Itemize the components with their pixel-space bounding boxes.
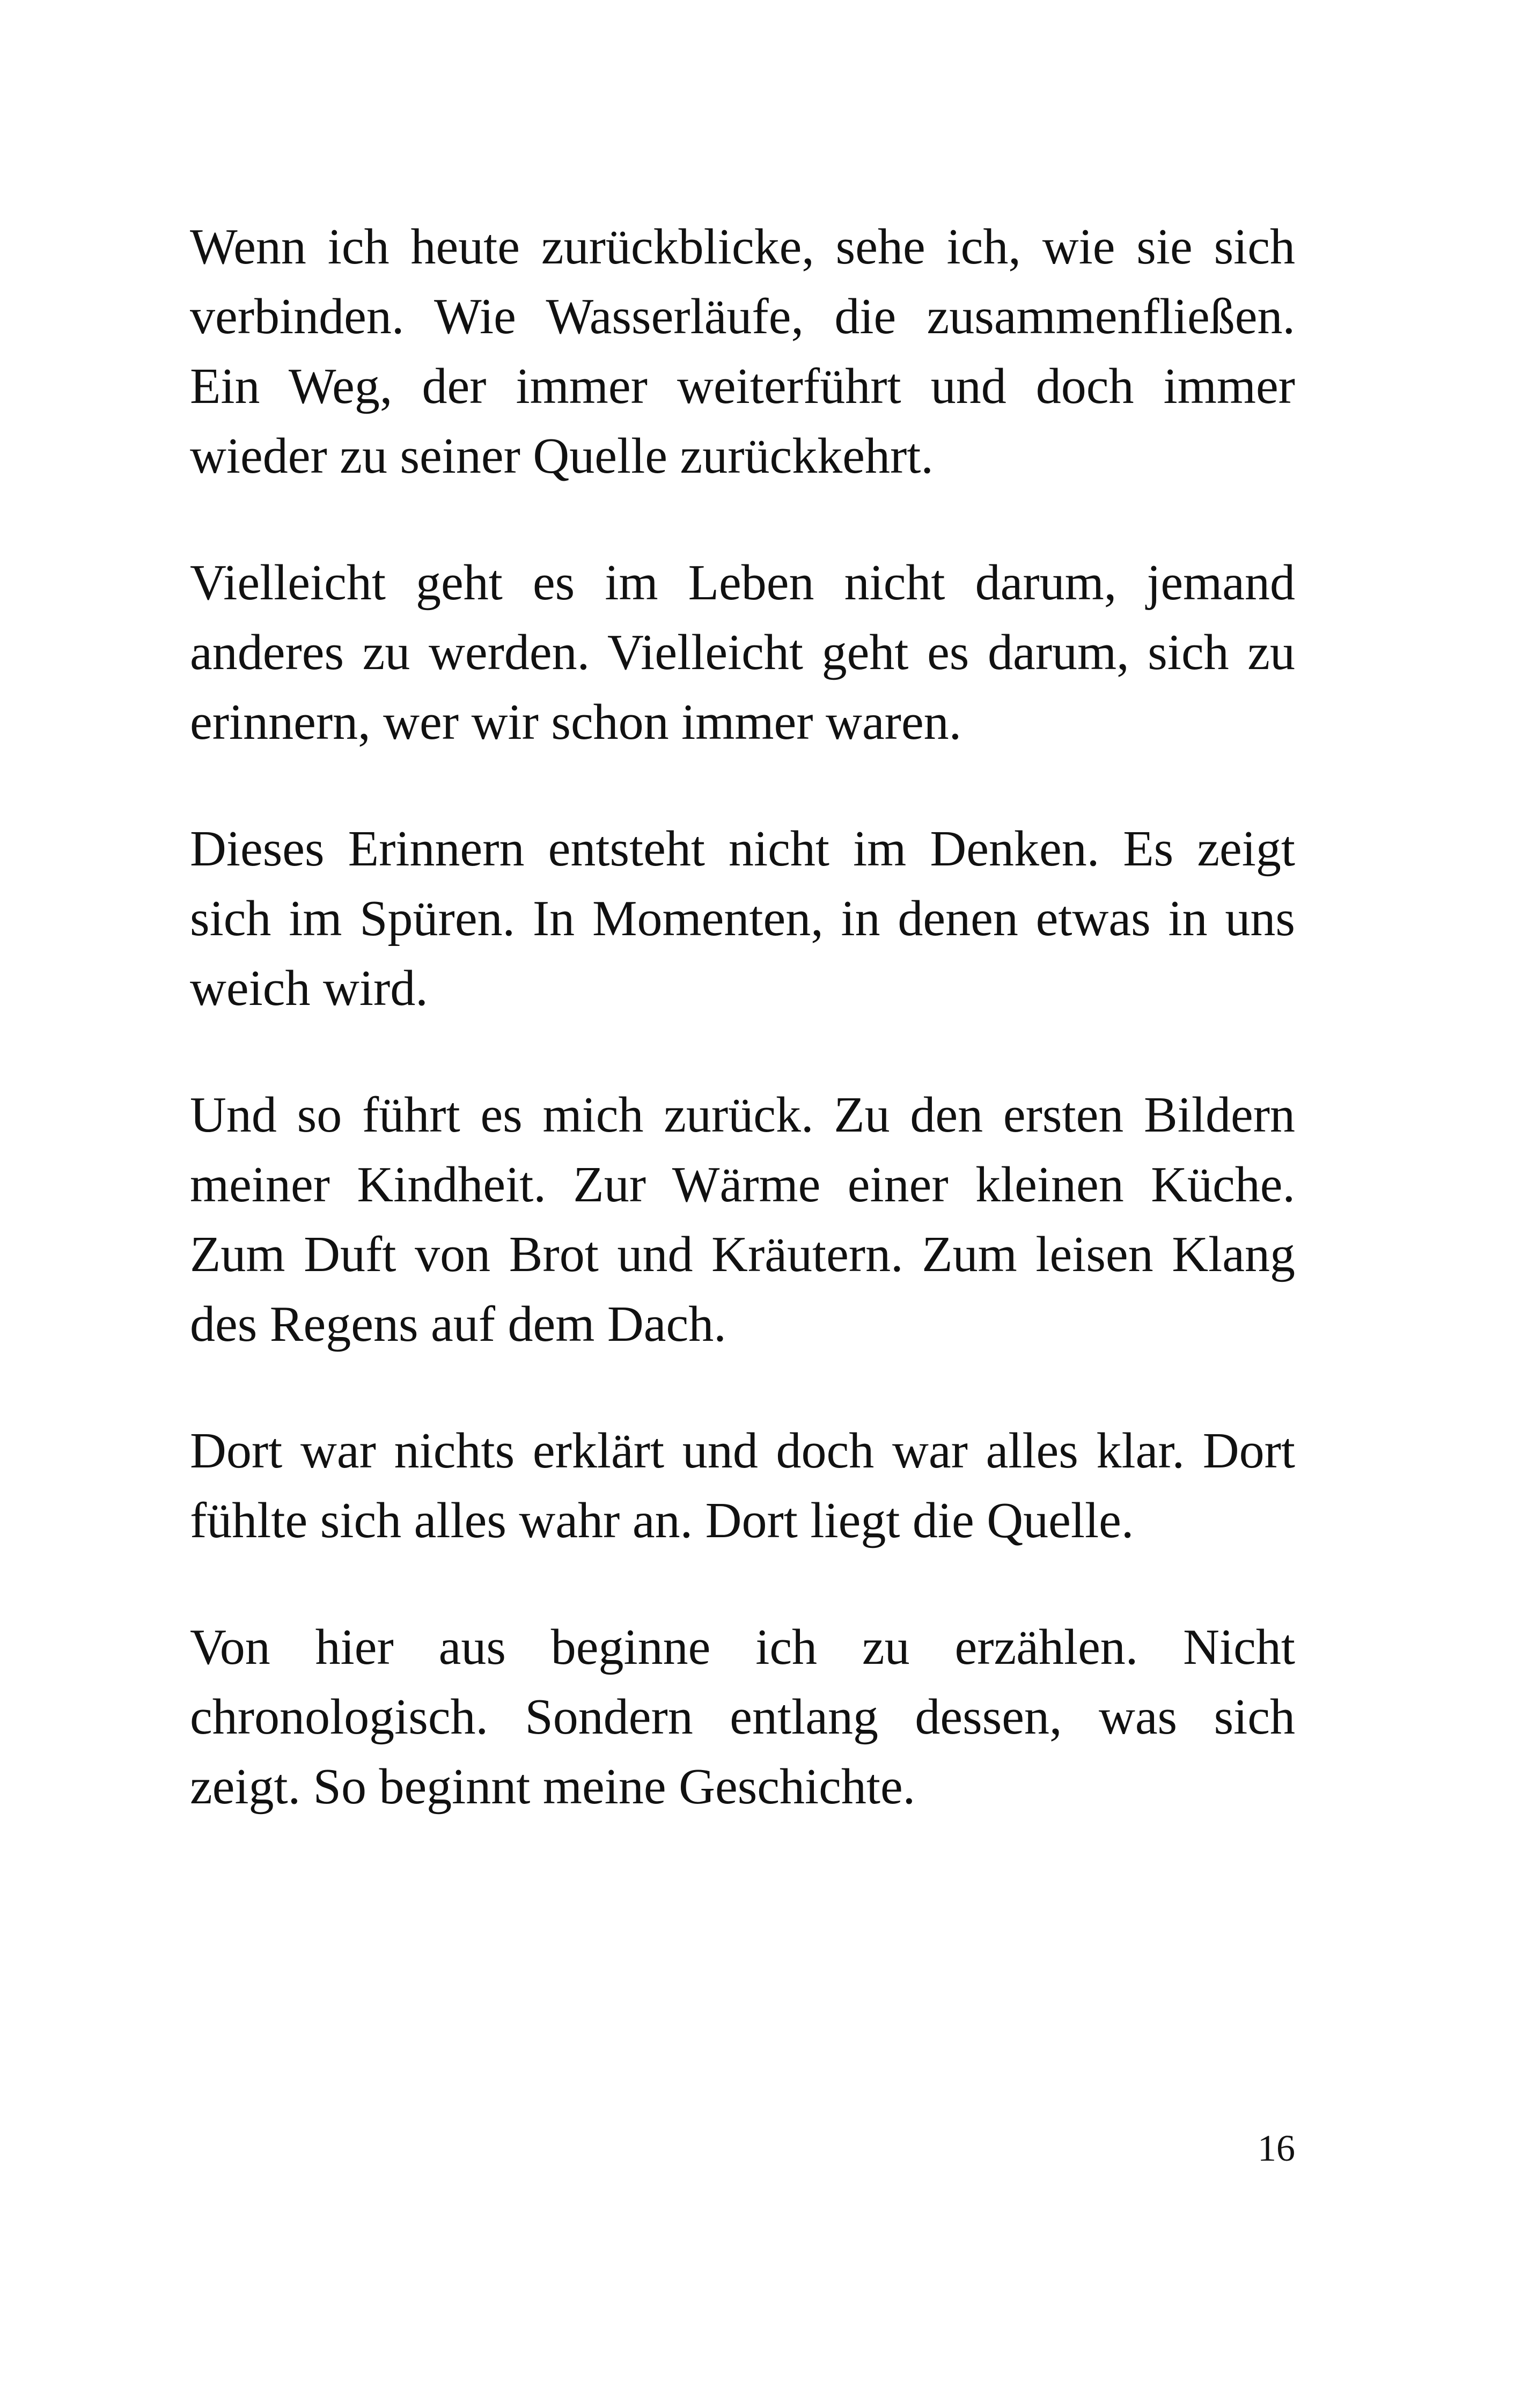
page-number: 16 [1258,2128,1295,2169]
paragraph-3: Dieses Erinnern entsteht nicht im Denken. Es zeigt sich im Spüren. In Momenten, in denen etwas in uns weich wird. [190,821,1295,1016]
paragraph-2: Vielleicht geht es im Leben nicht darum, jemand anderes zu werden. Vielleicht geht es darum, sich zu erinnern, wer wir schon immer waren. [190,555,1295,750]
paragraph-1: Wenn ich heute zurückblicke, sehe ich, wie sie sich verbinden. Wie Wasserläufe, die zusammenfließen. Ein Weg, der immer weiterführt und doch immer wieder zu seiner Quelle zurückkehrt. [190,219,1295,484]
paragraph-4: Und so führt es mich zurück. Zu den ersten Bildern meiner Kindheit. Zur Wärme einer kleinen Küche. Zum Duft von Brot und Kräutern. Zum leisen Klang des Regens auf dem Dach. [190,1087,1295,1352]
paragraph-6: Von hier aus beginne ich zu erzählen. Nicht chronologisch. Sondern entlang dessen, was sich zeigt. So beginnt meine Geschichte. [190,1619,1295,1815]
paragraph-5: Dort war nichts erklärt und doch war alles klar. Dort fühlte sich alles wahr an. Dort liegt die Quelle. [190,1423,1295,1548]
body-text [190,212,1295,1822]
